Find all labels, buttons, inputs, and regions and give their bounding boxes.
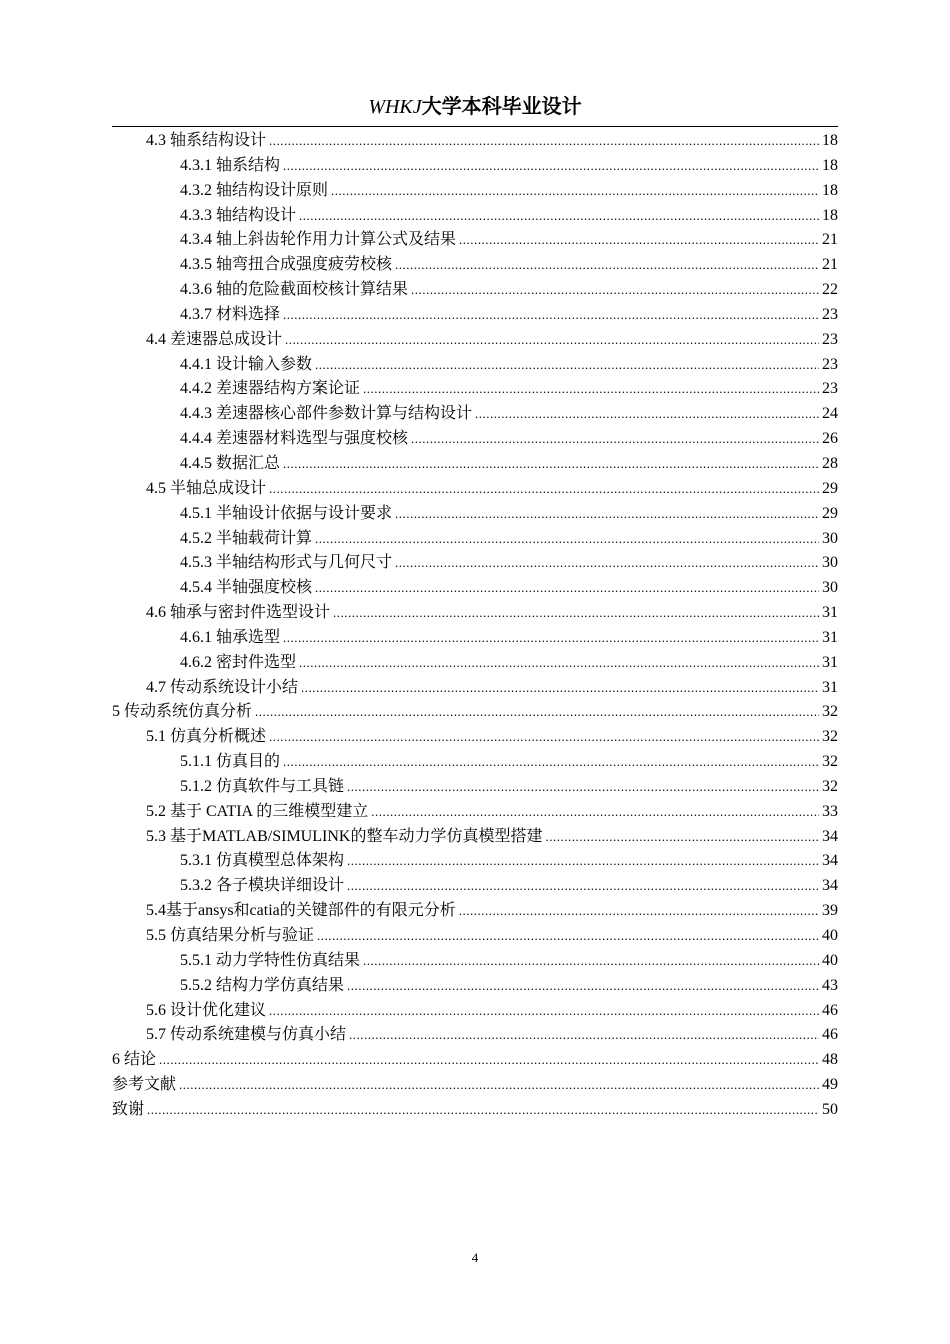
toc-entry-title: 4.4.2 差速器结构方案论证 xyxy=(180,380,361,398)
toc-entry-title: 6 结论 xyxy=(112,1051,157,1069)
toc-dot-leader xyxy=(317,924,819,949)
toc-entry[interactable] xyxy=(112,353,838,378)
toc-dot-leader xyxy=(269,477,819,502)
toc-dot-leader xyxy=(347,874,819,899)
toc-entry-page: 32 xyxy=(822,703,838,721)
toc-entry-page: 46 xyxy=(822,1001,838,1019)
toc-entry-title: 致谢 xyxy=(112,1100,145,1118)
toc-dot-leader xyxy=(315,527,819,552)
toc-entry-title: 4.6.1 轴承选型 xyxy=(180,628,281,646)
toc-dot-leader xyxy=(283,750,819,775)
toc-entry-page: 34 xyxy=(822,852,838,870)
toc-entry[interactable] xyxy=(112,775,838,800)
toc-entry-page: 50 xyxy=(822,1100,838,1118)
toc-entry-page: 30 xyxy=(822,529,838,547)
toc-dot-leader xyxy=(347,849,819,874)
toc-entry[interactable] xyxy=(112,154,838,179)
toc-entry[interactable] xyxy=(112,377,838,402)
toc-entry-page: 23 xyxy=(822,330,838,348)
toc-entry-page: 40 xyxy=(822,927,838,944)
toc-entry-title: 4.3.2 轴结构设计原则 xyxy=(180,181,329,199)
toc-entry[interactable] xyxy=(112,502,838,527)
toc-dot-leader xyxy=(159,1048,819,1073)
header-title: 大学本科毕业设计 xyxy=(421,96,582,118)
toc-entry-page: 22 xyxy=(822,281,838,299)
toc-entry-title: 4.5.3 半轴结构形式与几何尺寸 xyxy=(180,554,393,572)
toc-entry-page: 26 xyxy=(822,430,838,448)
toc-entry[interactable] xyxy=(112,676,838,701)
toc-entry[interactable] xyxy=(112,228,838,253)
toc-entry-page: 21 xyxy=(822,256,838,274)
toc-entry-title: 4.4 差速器总成设计 xyxy=(146,330,283,348)
toc-entry-title: 参考文献 xyxy=(112,1076,177,1094)
toc-dot-leader xyxy=(459,899,819,924)
toc-dot-leader xyxy=(411,427,819,452)
toc-dot-leader xyxy=(315,353,819,378)
toc-entry-title: 5.1 仿真分析概述 xyxy=(146,728,267,746)
toc-entry-title: 5.5.2 结构力学仿真结果 xyxy=(180,976,345,994)
toc-dot-leader xyxy=(179,1073,819,1098)
toc-dot-leader xyxy=(545,825,819,850)
toc-dot-leader xyxy=(285,328,819,353)
toc-entry-title: 4.4.5 数据汇总 xyxy=(180,454,281,472)
toc-entry-page: 32 xyxy=(822,777,838,795)
toc-entry-title: 4.5.1 半轴设计依据与设计要求 xyxy=(180,504,393,522)
toc-dot-leader xyxy=(283,626,819,651)
toc-entry-page: 23 xyxy=(822,355,838,373)
toc-entry[interactable] xyxy=(112,874,838,899)
toc-entry-page: 48 xyxy=(822,1051,838,1069)
toc-dot-leader xyxy=(347,775,819,800)
toc-dot-leader xyxy=(283,154,819,179)
toc-dot-leader xyxy=(363,377,819,402)
toc-entry-page: 33 xyxy=(822,802,838,820)
toc-dot-leader xyxy=(299,651,819,676)
header-latin-prefix: WHKJ xyxy=(368,96,422,118)
toc-entry-page: 49 xyxy=(822,1076,838,1094)
toc-entry-page: 43 xyxy=(822,976,838,994)
toc-entry[interactable] xyxy=(112,328,838,353)
toc-dot-leader xyxy=(395,551,819,576)
toc-dot-leader xyxy=(269,725,819,750)
toc-entry[interactable] xyxy=(112,1073,838,1098)
toc-entry-page: 18 xyxy=(822,132,838,149)
toc-entry[interactable] xyxy=(112,999,838,1024)
toc-entry-page: 23 xyxy=(822,380,838,398)
toc-dot-leader xyxy=(475,402,819,427)
toc-entry-page: 34 xyxy=(822,827,838,845)
toc-entry[interactable] xyxy=(112,477,838,502)
toc-entry-page: 31 xyxy=(822,653,838,671)
toc-dot-leader xyxy=(283,303,819,328)
toc-entry[interactable] xyxy=(112,651,838,676)
toc-dot-leader xyxy=(371,800,819,825)
toc-entry[interactable] xyxy=(112,601,838,626)
toc-entry-title: 4.4.1 设计输入参数 xyxy=(180,355,313,373)
toc-entry-page: 31 xyxy=(822,604,838,622)
toc-entry-page: 29 xyxy=(822,504,838,522)
toc-entry-title: 5.3.2 各子模块详细设计 xyxy=(180,877,345,895)
toc-entry[interactable] xyxy=(112,452,838,477)
toc-entry-title: 4.3.3 轴结构设计 xyxy=(180,206,297,224)
toc-entry-title: 4.6.2 密封件选型 xyxy=(180,653,297,671)
toc-entry-title: 4.4.4 差速器材料选型与强度校核 xyxy=(180,430,409,448)
toc-entry[interactable] xyxy=(112,1023,838,1048)
toc-entry-page: 40 xyxy=(822,951,838,969)
table-of-contents xyxy=(112,129,838,1123)
toc-entry[interactable] xyxy=(112,527,838,552)
toc-dot-leader xyxy=(301,676,819,701)
toc-entry[interactable] xyxy=(112,129,838,154)
header-divider xyxy=(112,126,838,127)
toc-dot-leader xyxy=(269,129,819,154)
toc-entry[interactable] xyxy=(112,825,838,850)
toc-entry-title: 4.3.7 材料选择 xyxy=(180,305,281,323)
toc-entry[interactable] xyxy=(112,551,838,576)
toc-entry-title: 4.5 半轴总成设计 xyxy=(146,479,267,497)
toc-entry-page: 34 xyxy=(822,877,838,895)
toc-entry[interactable] xyxy=(112,427,838,452)
toc-entry-title: 5 传动系统仿真分析 xyxy=(112,703,253,721)
toc-entry[interactable] xyxy=(112,1048,838,1073)
toc-entry[interactable] xyxy=(112,800,838,825)
toc-entry-page: 32 xyxy=(822,728,838,746)
toc-entry[interactable] xyxy=(112,725,838,750)
toc-dot-leader xyxy=(349,1023,819,1048)
toc-dot-leader xyxy=(331,179,819,204)
toc-entry-title: 4.7 传动系统设计小结 xyxy=(146,678,299,696)
toc-dot-leader xyxy=(315,576,819,601)
toc-dot-leader xyxy=(269,999,819,1024)
toc-entry-page: 31 xyxy=(822,628,838,646)
toc-entry-title: 4.3.6 轴的危险截面校核计算结果 xyxy=(180,281,409,299)
toc-entry[interactable] xyxy=(112,278,838,303)
toc-entry[interactable] xyxy=(112,750,838,775)
toc-entry-page: 39 xyxy=(822,902,838,920)
toc-entry[interactable] xyxy=(112,1098,838,1123)
toc-entry-page: 30 xyxy=(822,554,838,572)
toc-entry[interactable] xyxy=(112,179,838,204)
toc-entry-page: 30 xyxy=(822,579,838,597)
toc-entry-title: 5.2 基于 CATIA 的三维模型建立 xyxy=(146,802,369,820)
toc-entry-page: 32 xyxy=(822,753,838,771)
toc-entry-title: 5.6 设计优化建议 xyxy=(146,1001,267,1019)
toc-entry-title: 4.6 轴承与密封件选型设计 xyxy=(146,604,331,622)
toc-dot-leader xyxy=(395,253,819,278)
toc-dot-leader xyxy=(283,452,819,477)
toc-entry-title: 5.5 仿真结果分析与验证 xyxy=(146,927,315,944)
toc-entry[interactable] xyxy=(112,899,838,924)
toc-entry-page: 46 xyxy=(822,1026,838,1044)
toc-dot-leader xyxy=(255,700,819,725)
toc-dot-leader xyxy=(299,204,819,229)
toc-entry-page: 23 xyxy=(822,305,838,323)
toc-dot-leader xyxy=(333,601,819,626)
toc-entry[interactable] xyxy=(112,626,838,651)
toc-entry-title: 5.7 传动系统建模与仿真小结 xyxy=(146,1026,347,1044)
toc-entry-title: 4.5.2 半轴载荷计算 xyxy=(180,529,313,547)
toc-dot-leader xyxy=(147,1098,819,1123)
toc-entry[interactable] xyxy=(112,303,838,328)
toc-entry[interactable] xyxy=(112,924,838,949)
toc-entry-page: 18 xyxy=(822,156,838,174)
toc-entry-title: 5.1.1 仿真目的 xyxy=(180,753,281,771)
toc-entry[interactable] xyxy=(112,204,838,229)
toc-dot-leader xyxy=(363,949,819,974)
toc-entry-title: 4.3.5 轴弯扭合成强度疲劳校核 xyxy=(180,256,393,274)
toc-entry-page: 18 xyxy=(822,206,838,224)
page-number: 4 xyxy=(471,1250,479,1265)
toc-entry-page: 21 xyxy=(822,231,838,249)
toc-entry-page: 18 xyxy=(822,181,838,199)
toc-entry-page: 24 xyxy=(822,405,838,423)
toc-entry-page: 29 xyxy=(822,479,838,497)
toc-entry-title: 5.5.1 动力学特性仿真结果 xyxy=(180,951,361,969)
toc-entry[interactable] xyxy=(112,949,838,974)
toc-dot-leader xyxy=(411,278,819,303)
toc-entry[interactable] xyxy=(112,849,838,874)
toc-entry[interactable] xyxy=(112,576,838,601)
toc-entry-title: 4.5.4 半轴强度校核 xyxy=(180,579,313,597)
toc-entry-title: 5.3.1 仿真模型总体架构 xyxy=(180,852,345,870)
toc-entry-page: 28 xyxy=(822,454,838,472)
toc-entry-title: 4.4.3 差速器核心部件参数计算与结构设计 xyxy=(180,405,473,423)
toc-entry-page: 31 xyxy=(822,678,838,696)
toc-entry-title: 4.3.1 轴系结构 xyxy=(180,156,281,174)
page-header xyxy=(112,92,838,122)
toc-entry-title: 5.4基于ansys和catia的关键部件的有限元分析 xyxy=(146,902,456,920)
toc-entry[interactable] xyxy=(112,253,838,278)
toc-entry[interactable] xyxy=(112,974,838,999)
toc-entry-title: 5.1.2 仿真软件与工具链 xyxy=(180,777,345,795)
toc-dot-leader xyxy=(347,974,819,999)
toc-entry[interactable] xyxy=(112,700,838,725)
toc-entry[interactable] xyxy=(112,402,838,427)
toc-entry-title: 4.3.4 轴上斜齿轮作用力计算公式及结果 xyxy=(180,231,457,249)
toc-dot-leader xyxy=(459,228,819,253)
toc-dot-leader xyxy=(395,502,819,527)
toc-entry-title: 5.3 基于MATLAB/SIMULINK的整车动力学仿真模型搭建 xyxy=(146,827,543,845)
toc-entry-title: 4.3 轴系结构设计 xyxy=(146,132,267,149)
